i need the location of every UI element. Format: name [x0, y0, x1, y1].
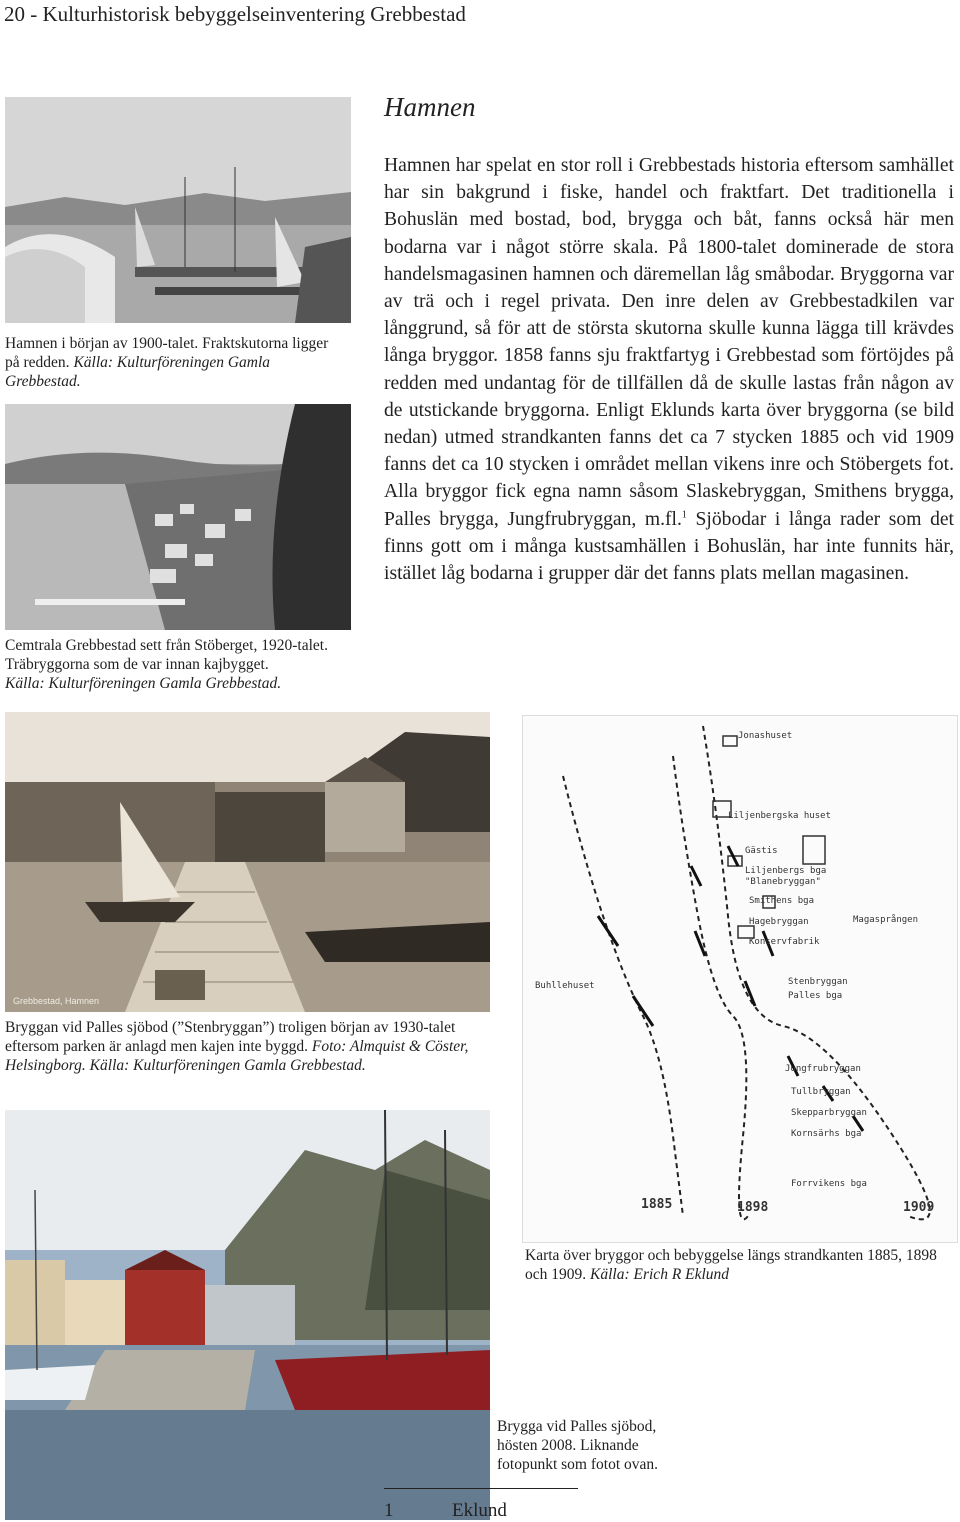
page-header: 20 - Kulturhistorisk bebyggelseinventering Grebbestad	[4, 2, 466, 26]
map-label-konserv: Konservfabrik	[749, 937, 820, 947]
caption-photo3: Bryggan vid Palles sjöbod (”Stenbryggan”) troligen början av 1930-talet eftersom parken är anlagd men kajen inte byggd. Foto: Almquist & Cöster, Helsingborg. Källa: Kulturföreningen Gamla Grebbestad.	[5, 1019, 469, 1074]
footnote-rule	[384, 1488, 578, 1489]
photo3-corner-label: Grebbestad, Hamnen	[13, 996, 100, 1006]
caption-photo4: Brygga vid Palles sjöbod, hösten 2008. Liknande fotopunkt som fotot ovan.	[497, 1418, 659, 1473]
map-label-stenbryggan: Stenbryggan	[788, 977, 848, 987]
photo-stenbryggan-1930	[5, 712, 490, 1012]
map-label-buhlle: Buhllehuset	[535, 981, 595, 991]
map-label-jungfru: Jungfrubryggan	[785, 1064, 861, 1074]
body-text: Hamnen har spelat en stor roll i Grebbestads historia eftersom samhället har sin bakgrund i fiske, handel och fraktfart. Det traditionella i Bohuslän med bostad, bod, brygga och båt, fanns också här men bodarna var i något större skala. På 1800-talet dominerade de stora handelsmagasinen hamnen och däremellan låg småbodar. Bryggorna var av trä och i regel privata. Den inre delen av Grebbestadkilen var långgrund, så för att de största skutorna skulle kunna lägga till krävdes långa bryggor. 1858 fanns sju fraktfartyg i Grebbestad som förtöjdes på redden med undantag för de tillfällen då de skulle lastas från någon av de utstickande bryggorna. Enligt Eklunds karta över bryggorna (se bild nedan) utmed strandkanten fanns det ca 7 stycken 1885 och vid 1909 fanns det ca 10 stycken i området mellan vikens inre och Stöbergets fot. Alla bryggor fick egna namn såsom Slaskebryggan, Smithens brygga, Palles brygga, Jungfrubryggan, m.fl.$^1$ Sjöbodar i långa rader som det finns gott om i många kustsamhällen i Bohuslän, har inte funnits här, istället låg bodarna i grupper där det fanns plats mellan magasinen.	[384, 155, 955, 585]
photo-harbour-1900	[5, 97, 351, 323]
map-label-tull: Tullbryggan	[791, 1087, 851, 1097]
photo-palles-2008	[5, 1110, 490, 1520]
footnote-ref: 1	[681, 509, 687, 521]
footnote-text: Eklund	[452, 1500, 507, 1521]
map-label-blanebryggan: "Blanebryggan"	[745, 877, 821, 887]
map-label-forrviken: Forrvikens bga	[791, 1179, 867, 1189]
map-label-kornsar: Kornsärhs bga	[791, 1129, 862, 1139]
map-year-1909: 1909	[903, 1200, 935, 1215]
section-title: Hamnen	[384, 92, 476, 122]
map-year-1885: 1885	[641, 1197, 673, 1212]
caption-map: Karta över bryggor och bebyggelse längs strandkanten 1885, 1898 och 1909. Källa: Erich R Eklund	[525, 1247, 937, 1283]
map-label-smithens: Smithens bga	[749, 896, 815, 906]
caption-photo1: Hamnen i början av 1900-talet. Fraktskutorna ligger på redden. Källa: Kulturföreningen Gamla Grebbestad.	[5, 335, 329, 390]
footnote	[384, 1500, 507, 1522]
map-eklund	[522, 715, 958, 1243]
map-label-liljenbergs-bga: Liljenbergs bga	[745, 866, 827, 876]
map-label-palles: Palles bga	[788, 991, 843, 1001]
map-label-skeppar: Skepparbryggan	[791, 1108, 867, 1118]
caption-photo2: Cemtrala Grebbestad sett från Stöberget, 1920-talet. Träbryggorna som de var innan kajbygget. Källa: Kulturföreningen Gamla Grebbestad.	[5, 637, 328, 692]
map-label-magasprangen: Magasprången	[853, 915, 919, 925]
map-label-jonas: Jonashuset	[738, 731, 793, 741]
map-label-hagebryggan: Hagebryggan	[749, 917, 809, 927]
map-year-1898: 1898	[737, 1200, 769, 1215]
footnote-number: 1	[384, 1500, 394, 1521]
map-label-liljenberg: Liljenbergska huset	[728, 811, 831, 821]
photo-central-grebbestad	[5, 404, 351, 630]
map-label-gastis: Gästis	[745, 846, 778, 856]
